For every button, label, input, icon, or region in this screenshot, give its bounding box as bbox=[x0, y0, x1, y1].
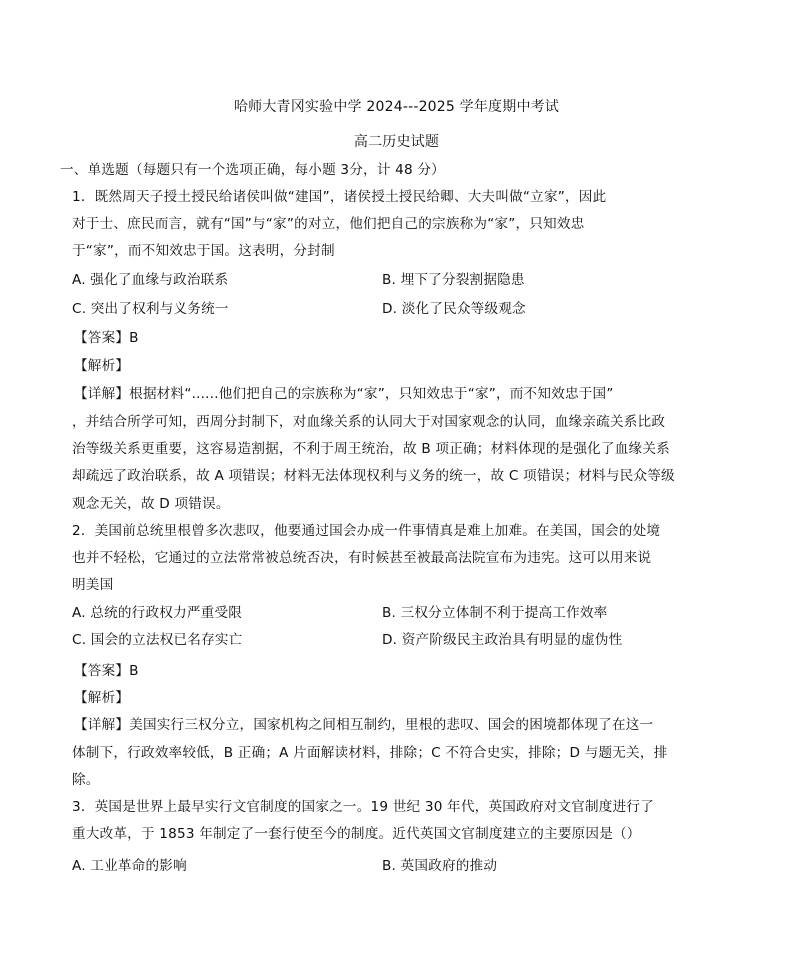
q2-option-c: C. 国会的立法权已名存实亡 bbox=[72, 632, 243, 648]
q1-option-d: D. 淡化了民众等级观念 bbox=[382, 301, 526, 317]
q2-analysis-label: 【解析】 bbox=[74, 690, 130, 706]
q1-detail-line: 【详解】根据材料“......他们把自己的宗族称为“家”，只知效忠于“家”，而不知效忠于国” bbox=[74, 386, 614, 402]
exam-subtitle: 高二历史试题 bbox=[353, 134, 440, 150]
q1-answer: 【答案】B bbox=[74, 330, 139, 346]
exam-title: 哈师大青冈实验中学 2024---2025 学年度期中考试 bbox=[233, 99, 560, 115]
q1-detail-line: 观念无关，故 D 项错误。 bbox=[72, 496, 230, 512]
q3-stem-line: 重大改革，于 1853 年制定了一套行使至今的制度。近代英国文官制度建立的主要原因是（） bbox=[72, 826, 641, 842]
q1-analysis-label: 【解析】 bbox=[74, 358, 130, 374]
q1-stem-line: 于“家”，而不知效忠于国。这表明，分封制 bbox=[72, 243, 335, 259]
q1-stem-line: 对于士、庶民而言，就有“国”与“家”的对立，他们把自己的宗族称为“家”，只知效忠 bbox=[72, 216, 585, 232]
section-heading: 一、单选题（每题只有一个选项正确，每小题 3分，计 48 分） bbox=[60, 162, 445, 178]
q1-detail-line: 却疏远了政治联系，故 A 项错误；材料无法体现权利与义务的统一，故 C 项错误；材料与民众等级 bbox=[72, 468, 675, 484]
q1-option-c: C. 突出了权利与义务统一 bbox=[72, 301, 229, 317]
q2-stem-line: 2．美国前总统里根曾多次悲叹，他要通过国会办成一件事情真是难上加难。在美国，国会的处境 bbox=[72, 523, 661, 539]
q3-option-a: A. 工业革命的影响 bbox=[72, 858, 187, 874]
q2-option-b: B. 三权分立体制不利于提高工作效率 bbox=[382, 605, 608, 621]
q2-option-a: A. 总统的行政权力严重受限 bbox=[72, 605, 243, 621]
q2-answer: 【答案】B bbox=[74, 663, 139, 679]
q1-detail-line: 治等级关系更重要，这容易造割据，不利于周王统治，故 B 项正确；材料体现的是强化了血缘关系 bbox=[72, 441, 670, 457]
q2-stem-line: 明美国 bbox=[72, 577, 114, 593]
q2-detail-line: 体制下，行政效率较低，B 正确；A 片面解读材料，排除；C 不符合史实，排除；D 与题无关，排 bbox=[72, 745, 668, 761]
q2-stem-line: 也并不轻松，它通过的立法常常被总统否决，有时候甚至被最高法院宣布为违宪。这可以用来说 bbox=[72, 550, 652, 566]
q2-option-d: D. 资产阶级民主政治具有明显的虚伪性 bbox=[382, 632, 623, 648]
q2-detail-line: 除。 bbox=[72, 772, 100, 788]
q1-detail-line: ，并结合所学可知，西周分封制下，对血缘关系的认同大于对国家观念的认同，血缘亲疏关系比政 bbox=[72, 414, 666, 430]
q2-detail-line: 【详解】美国实行三权分立，国家机构之间相互制约，里根的悲叹、国会的困境都体现了在这一 bbox=[74, 717, 654, 733]
q3-stem-line: 3．英国是世界上最早实行文官制度的国家之一。19 世纪 30 年代，英国政府对文官制度进行了 bbox=[72, 799, 654, 815]
q1-option-a: A. 强化了血缘与政治联系 bbox=[72, 272, 229, 288]
q1-stem-line: 1．既然周天子授土授民给诸侯叫做“建国”，诸侯授土授民给卿、大夫叫做“立家”，因此 bbox=[72, 189, 607, 205]
q1-option-b: B. 埋下了分裂割据隐患 bbox=[382, 272, 525, 288]
q3-option-b: B. 英国政府的推动 bbox=[382, 858, 498, 874]
